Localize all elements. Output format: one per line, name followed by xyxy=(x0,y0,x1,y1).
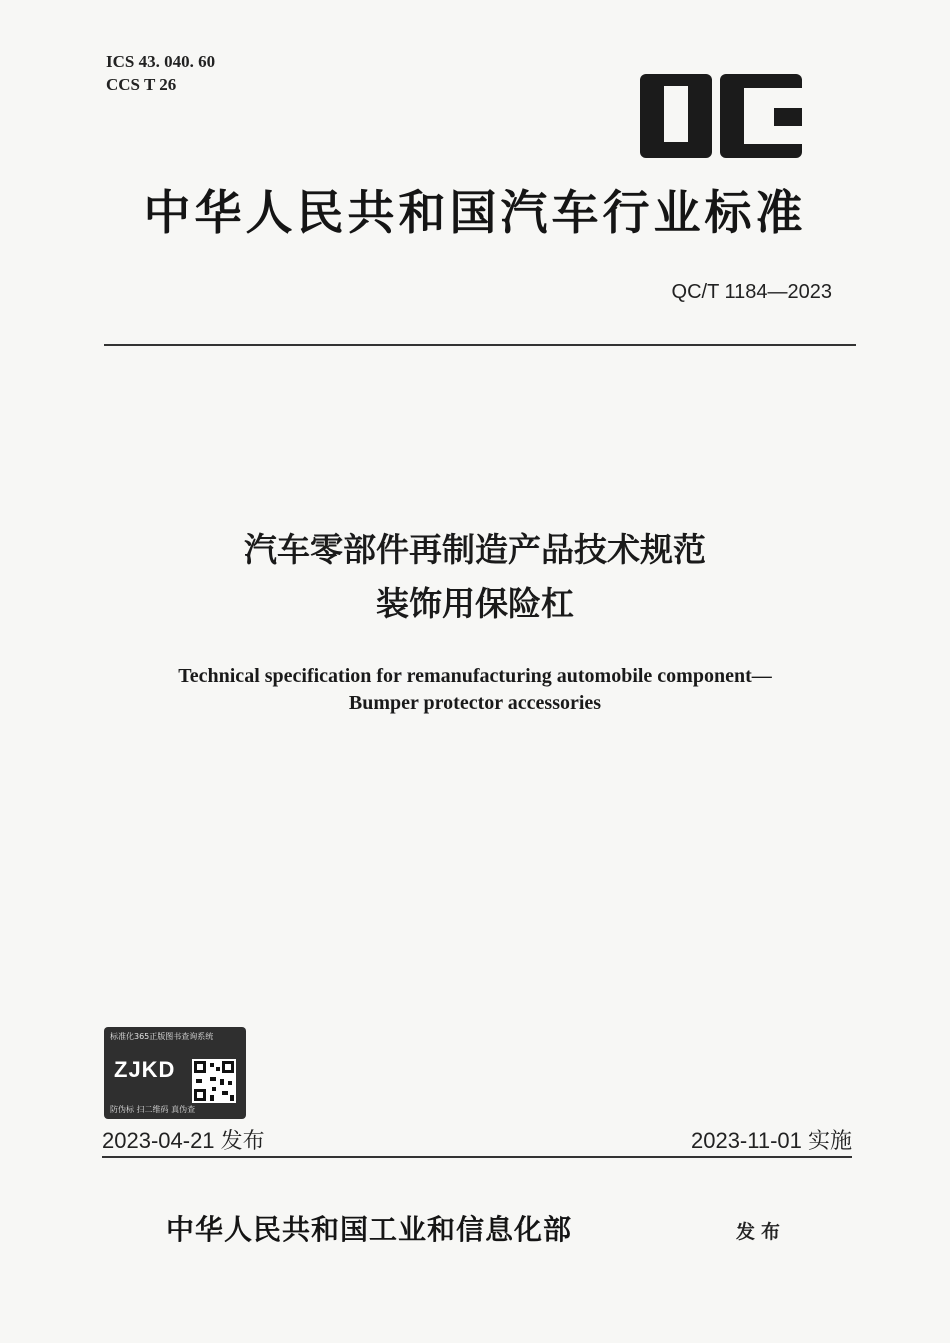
bottom-divider xyxy=(102,1156,852,1158)
title-english-line2: Bumper protector accessories xyxy=(348,692,602,714)
stamp-brand: ZJKD xyxy=(114,1057,176,1082)
qr-code-icon xyxy=(192,1059,236,1103)
standard-category-title: 中华人民共和国汽车行业标准 xyxy=(143,186,807,241)
standard-number: QC/T 1184—2023 xyxy=(671,281,832,303)
implementation-date: 2023-11-01 实施 xyxy=(690,1128,852,1153)
top-divider xyxy=(104,344,856,346)
release-date: 2023-04-21 发布 xyxy=(102,1128,265,1153)
stamp-header-text: 标准化365正版图书查询系统 xyxy=(110,1032,214,1041)
anti-counterfeit-stamp xyxy=(104,1027,246,1119)
title-chinese-line1: 汽车零部件再制造产品技术规范 xyxy=(244,530,706,569)
issuing-authority: 中华人民共和国工业和信息化部 xyxy=(166,1213,573,1246)
title-english-line1: Technical specification for remanufacturing automobile component— xyxy=(178,665,772,687)
classification-codes xyxy=(106,50,215,96)
title-chinese-line2: 装饰用保险杠 xyxy=(376,584,574,623)
ics-code: ICS 43. 040. 60 xyxy=(106,52,216,71)
stamp-footer-text: 防伪标 扫二维码 真伪查 xyxy=(110,1105,196,1114)
issue-label: 发布 xyxy=(736,1221,787,1243)
qc-logo xyxy=(640,74,802,158)
ccs-code: CCS T 26 xyxy=(106,75,177,94)
